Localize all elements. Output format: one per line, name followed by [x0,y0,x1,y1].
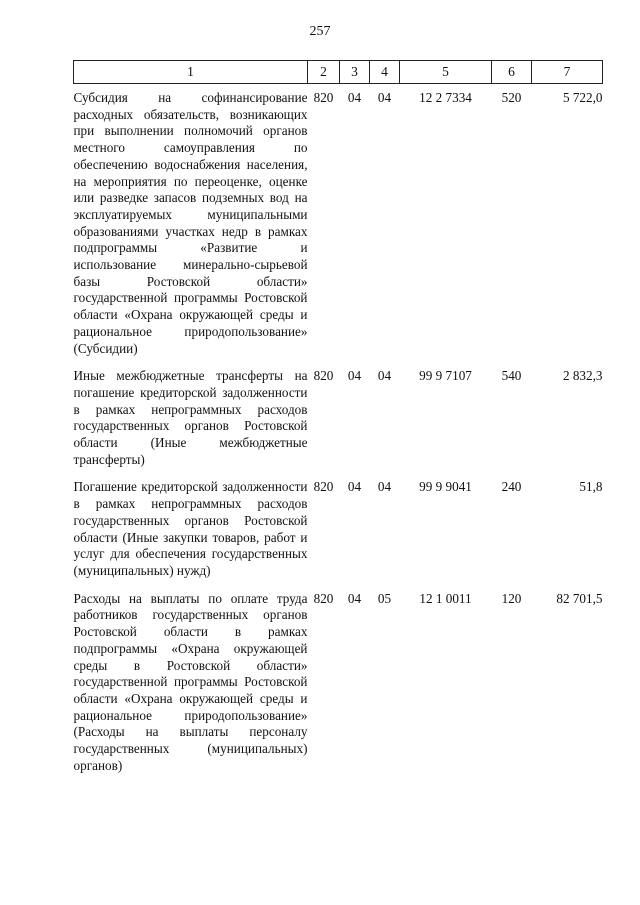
row-description: Субсидия на софинансирование расходных обязательств, возникающих при выполнении полномочий органов местного самоуправления по обеспечению водоснабжения населения, на мероприятия по переоценке, оценке или разведке запасов подземных вод на эксплуатируемых муниципальными образованиями участках недр в рамках подпрограммы «Развитие и использование минерально-сырьевой базы Ростовской области» государственной программы Ростовской области «Охрана окружающей среды и рациональное природопользование» (Субсидии) [73,90,308,356]
column-header-5: 5 [400,61,492,84]
budget-table [73,60,603,778]
row-amount: 2 832,3 [562,368,603,384]
row-section-code: 04 [347,368,362,384]
row-target-article: 99 9 9041 [419,479,472,495]
row-ministry-code: 820 [313,368,334,384]
row-description: Иные межбюджетные трансферты на погашение кредиторской задолженности в рамках непрограммных расходов государственных органов Ростовской области (Иные межбюджетные трансферты) [73,368,308,467]
column-header-1: 1 [74,61,308,84]
row-section-code: 04 [347,590,362,606]
header-row [74,61,603,84]
row-target-article: 12 2 7334 [419,90,472,105]
row-target-article: 99 9 7107 [419,368,472,384]
row-expense-type: 540 [501,368,522,384]
row-amount: 82 701,5 [556,590,603,606]
row-amount: 51,8 [579,479,603,495]
row-ministry-code: 820 [313,479,334,495]
table-row [74,361,603,472]
column-header-2: 2 [308,61,340,84]
row-target-article: 12 1 0011 [419,590,472,606]
row-subsection-code: 04 [377,368,392,384]
row-expense-type: 120 [501,590,522,606]
row-description: Погашение кредиторской задолженности в рамках непрограммных расходов государственных органов Ростовской области (Иные закупки товаров, работ и услуг для обеспечения государственных (муниципальных) нужд) [73,479,308,578]
column-header-4: 4 [370,61,400,84]
row-subsection-code: 04 [377,90,392,105]
table-row [74,584,603,779]
page-number: 257 [309,24,331,39]
row-ministry-code: 820 [313,90,334,105]
row-subsection-code: 04 [377,479,392,495]
row-section-code: 04 [347,90,362,105]
row-ministry-code: 820 [313,590,334,606]
row-expense-type: 520 [501,90,522,105]
column-header-7: 7 [532,61,603,84]
row-expense-type: 240 [501,479,522,495]
row-section-code: 04 [347,479,362,495]
row-subsection-code: 05 [377,590,392,606]
column-header-3: 3 [340,61,370,84]
row-description: Расходы на выплаты по оплате труда работников государственных органов Ростовской области в рамках подпрограммы «Охрана окружающей среды в Ростовской области» государственной программы Ростовской области «Охрана окружающей среды и рациональное природопользование» (Расходы на выплаты персоналу государственных (муниципальных) органов) [73,590,308,773]
row-amount: 5 722,0 [562,90,603,105]
table-row [74,472,603,583]
column-header-6: 6 [492,61,532,84]
table-row [74,84,603,362]
